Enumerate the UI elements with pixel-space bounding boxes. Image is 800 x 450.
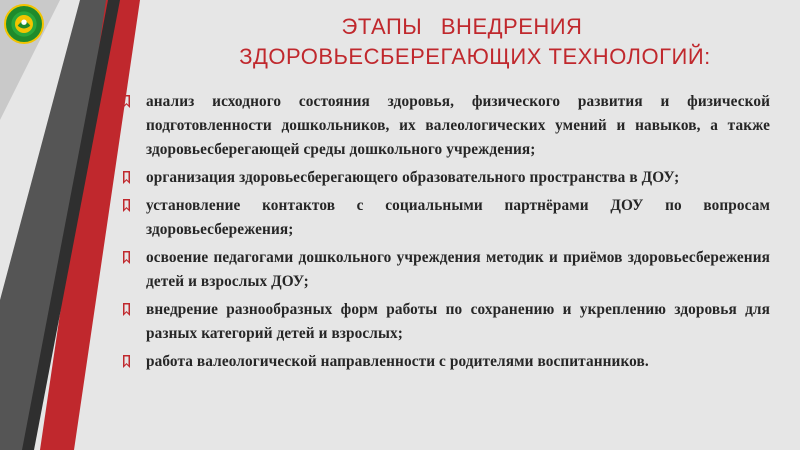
list-item: [120, 90, 770, 162]
list-item-text: анализ исходного состояния здоровья, физического развития и физической подготовленности дошкольников, их валеологических умений и навыков, а также здоровьесберегающей среды дошкольного учреждения;: [146, 93, 770, 158]
kindergarten-logo: [4, 4, 44, 44]
list-item-text: работа валеологической направленности с родителями воспитанников.: [146, 353, 649, 370]
bookmark-bullet-icon: [122, 251, 131, 264]
list-item: [120, 246, 770, 294]
list-item: [120, 298, 770, 346]
bookmark-bullet-icon: [122, 303, 131, 316]
title-line-2: ЗДОРОВЬЕСБЕРЕГАЮЩИХ ТЕХНОЛОГИЙ:: [239, 44, 711, 69]
list-item-text: организация здоровьесберегающего образовательного пространства в ДОУ;: [146, 169, 680, 186]
list-item: [120, 350, 770, 374]
bookmark-bullet-icon: [122, 95, 131, 108]
slide-title: [150, 12, 800, 72]
bookmark-bullet-icon: [122, 199, 131, 212]
title-line-1: ЭТАПЫ ВНЕДРЕНИЯ: [341, 14, 583, 39]
list-item: [120, 194, 770, 242]
list-item: [120, 166, 770, 190]
list-item-text: внедрение разнообразных форм работы по сохранению и укреплению здоровья для разных категорий детей и взрослых;: [146, 301, 770, 342]
bookmark-bullet-icon: [122, 355, 131, 368]
bookmark-bullet-icon: [122, 171, 131, 184]
list-item-text: освоение педагогами дошкольного учреждения методик и приёмов здоровьесбережения детей и взрослых ДОУ;: [146, 249, 770, 290]
list-item-text: установление контактов с социальными партнёрами ДОУ по вопросам здоровьесбережения;: [146, 197, 770, 238]
stages-list: [120, 90, 770, 378]
